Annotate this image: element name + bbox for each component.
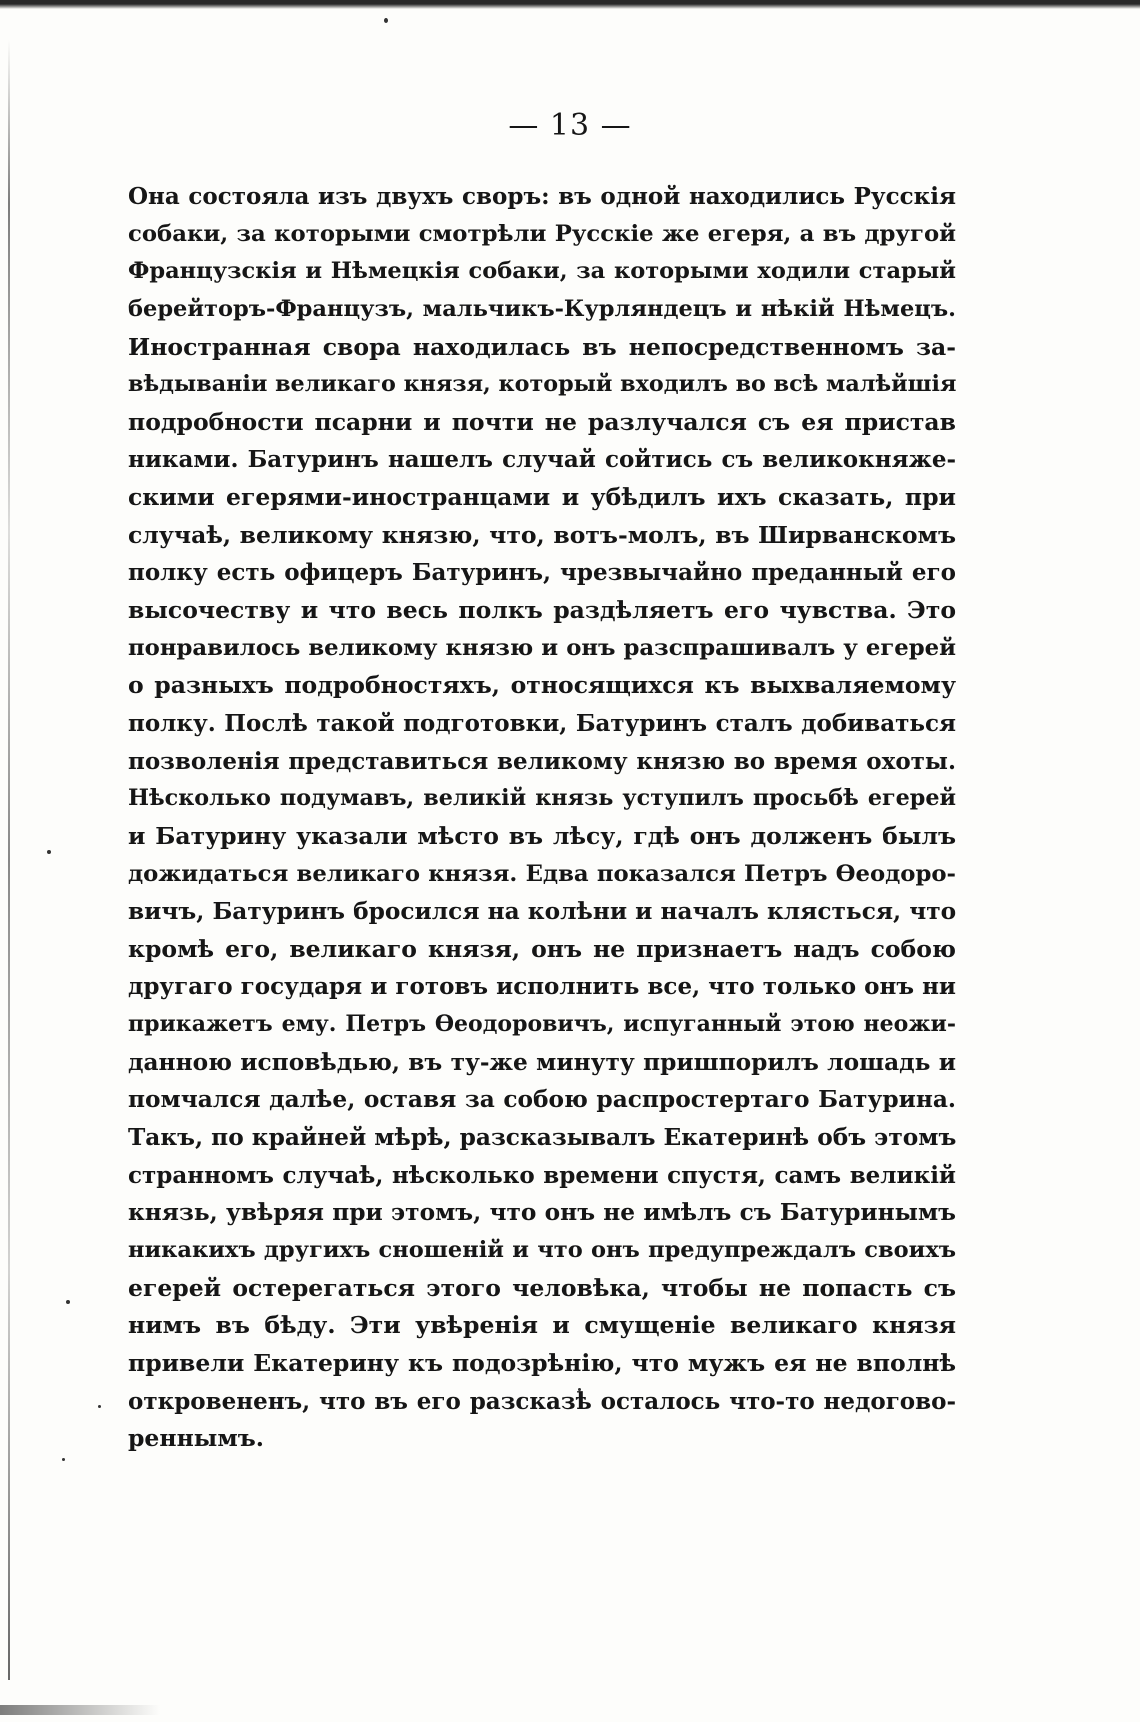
text-line: берейторъ-Французъ, мальчикъ-Курляндецъ и нѣкій Нѣмецъ. [128,295,956,322]
text-line: высочеству и что весь полкъ раздѣляетъ его чувства. Это [128,596,956,625]
scan-speck [62,1458,65,1461]
page-number: — 13 — [508,108,632,143]
text-line: о разныхъ подробностяхъ, относящихся къ выхваляемому [128,671,956,700]
text-line: Нѣсколько подумавъ, великій князь уступилъ просьбѣ егерей [128,785,956,812]
body-text [128,178,956,1458]
scan-speck [384,18,388,23]
text-line: и Батурину указали мѣсто въ лѣсу, гдѣ онъ долженъ былъ [128,821,956,850]
scan-speck [66,1300,70,1304]
scan-speck [47,850,51,854]
scan-speck [98,1405,101,1408]
text-line: Иностранная свора находилась въ непосредственномъ за- [128,332,956,361]
text-line: прикажетъ ему. Петръ Ѳеодоровичъ, испуганный этою неожи- [128,1011,956,1038]
text-line: никакихъ другихъ сношеній и что онъ предупреждалъ своихъ [128,1236,956,1263]
text-line: вѣдываніи великаго князя, который входилъ во всѣ малѣйшія [128,371,956,398]
top-edge-rule [0,0,1140,9]
text-line: данною исповѣдью, въ ту-же минуту пришпорилъ лошадь и [128,1048,956,1076]
text-line: полку есть офицеръ Батуринъ, чрезвычайно преданный его [128,559,956,587]
text-line: Такъ, по крайней мѣрѣ, разсказывалъ Екатеринѣ объ этомъ [128,1124,956,1152]
left-scan-edge [8,40,10,1680]
text-line: собаки, за которыми смотрѣли Русскіе же егеря, а въ другой [128,220,956,247]
text-line: скими егерями-иностранцами и убѣдилъ ихъ сказать, при [128,483,956,512]
text-line: егерей остерегаться этого человѣка, чтобы не попасть съ [128,1273,956,1302]
text-line: случаѣ, великому князю, что, вотъ-молъ, въ Ширванскомъ [128,520,956,549]
text-line: вичъ, Батуринъ бросился на колѣни и началъ клясться, что [128,898,956,926]
text-line: дожидаться великаго князя. Едва показался Петръ Ѳеодоро- [128,860,956,887]
text-line: князь, увѣряя при этомъ, что онъ не имѣлъ съ Батуринымъ [128,1199,956,1227]
text-line: нимъ въ бѣду. Эти увѣренія и смущеніе великаго князя [128,1311,956,1340]
text-line: странномъ случаѣ, нѣсколько времени спустя, самъ великій [128,1161,956,1189]
text-line: привели Екатерину къ подозрѣнію, что мужъ ея не вполнѣ [128,1348,956,1377]
text-line: помчался далѣе, оставя за собою распростертаго Батурина. [128,1086,956,1114]
text-line: Она состояла изъ двухъ своръ: въ одной находились Русскія [128,183,956,210]
text-line: никами. Батуринъ нашелъ случай сойтись съ великокняже- [128,446,956,474]
text-line: Французскія и Нѣмецкія собаки, за которыми ходили старый [128,258,956,285]
text-line: другаго государя и готовъ исполнить все, что только онъ ни [128,973,956,1001]
text-line: реннымъ. [128,1424,264,1453]
bottom-scan-smudge [0,1705,160,1715]
text-line: подробности псарни и почти не разлучался съ ея пристав [128,407,956,436]
text-line: откровененъ, что въ его разсказѣ осталось что-то недогово- [128,1387,956,1415]
text-line: позволенія представиться великому князю во время охоты. [128,747,956,775]
text-line: полку. Послѣ такой подготовки, Батуринъ сталъ добиваться [128,709,956,737]
text-line: понравилось великому князю и онъ разспрашивалъ у егерей [128,634,956,661]
text-line: кромѣ его, великаго князя, онъ не признаетъ надъ собою [128,934,956,963]
